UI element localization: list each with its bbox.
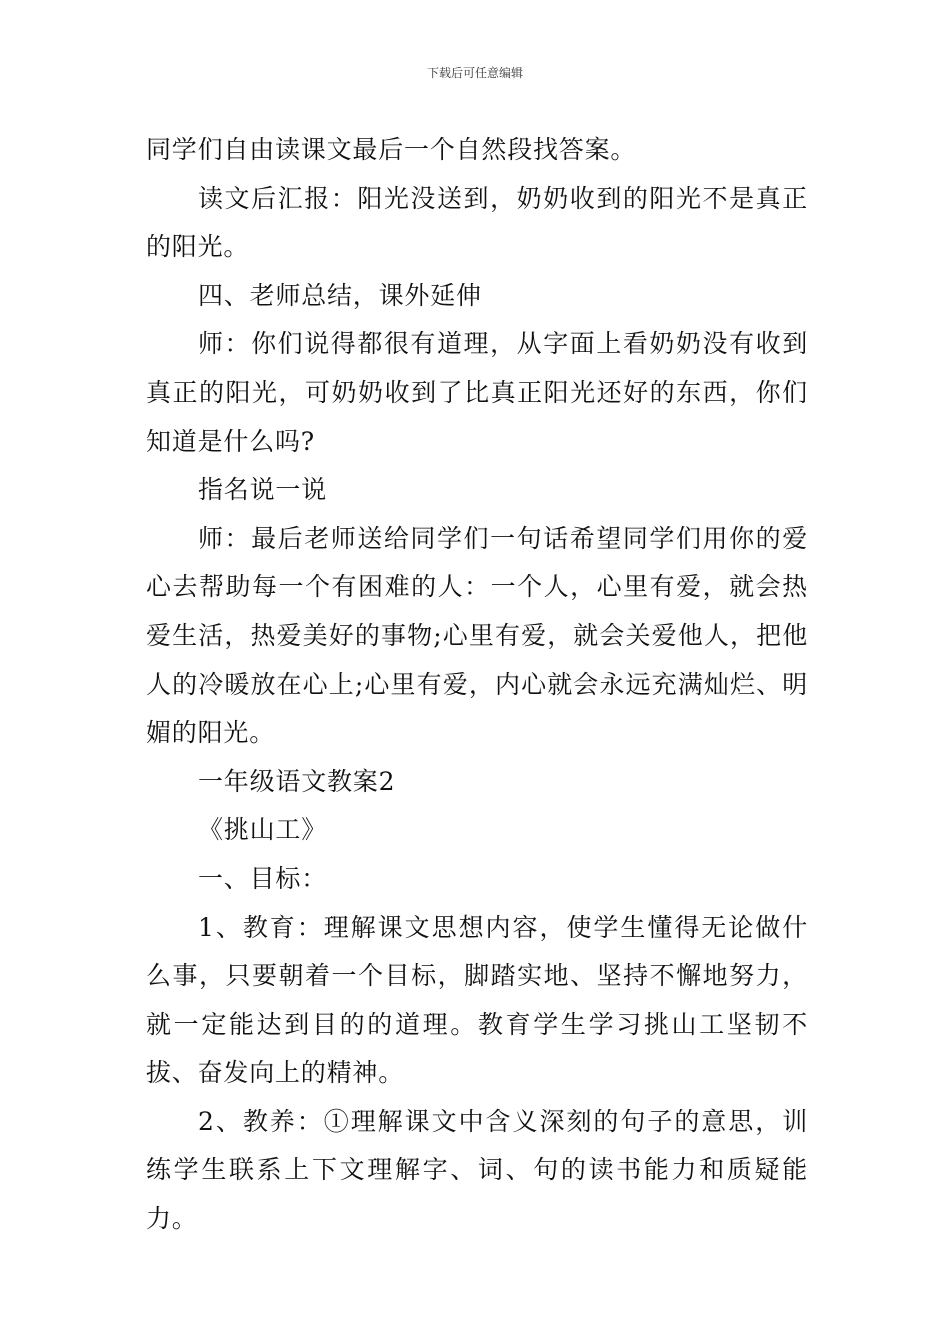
page-header: 下载后可任意编辑 xyxy=(426,66,523,80)
lesson-title: 一年级语文教案2 xyxy=(198,766,396,796)
paragraph: 2、教养：①理解课文中含义深刻的句子的意思，训练学生联系上下文理解字、词、句的读书能力和质疑能力。 xyxy=(146,1106,808,1234)
document-body xyxy=(146,126,808,1244)
paragraph: 读文后汇报：阳光没送到，奶奶收到的阳光不是真正的阳光。 xyxy=(146,183,808,262)
section-heading: 一、目标： xyxy=(198,863,328,893)
paragraph: 师：你们说得都很有道理，从字面上看奶奶没有收到真正的阳光，可奶奶收到了比真正阳光还好的东西，你们知道是什么吗? xyxy=(146,329,808,456)
section-heading: 四、老师总结，课外延伸 xyxy=(198,280,482,310)
lesson-subtitle: 《挑山工》 xyxy=(198,815,328,845)
paragraph: 1、教育：理解课文思想内容，使学生懂得无论做什么事，只要朝着一个目标，脚踏实地、坚持不懈地努力，就一定能达到目的的道理。教育学生学习挑山工坚韧不拔、奋发向上的精神。 xyxy=(146,912,808,1088)
paragraph: 同学们自由读课文最后一个自然段找答案。 xyxy=(146,135,637,164)
paragraph: 指名说一说 xyxy=(198,475,328,505)
paragraph: 师：最后老师送给同学们一句话希望同学们用你的爱心去帮助每一个有困难的人：一个人，心里有爱，就会热爱生活，热爱美好的事物;心里有爱，就会关爱他人，把他人的冷暖放在心上;心里有爱，内心就会永远充满灿烂、明媚的阳光。 xyxy=(146,523,808,748)
